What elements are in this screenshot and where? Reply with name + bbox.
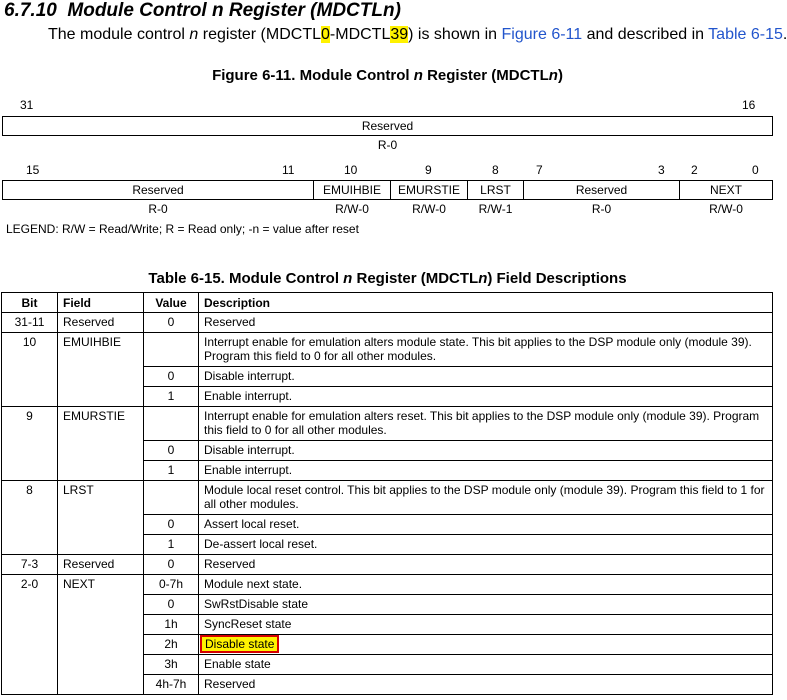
table-link[interactable]: Table 6-15 <box>708 26 783 43</box>
field-lrst: LRST <box>467 180 524 200</box>
bit-label: 2 <box>691 163 698 177</box>
legend: LEGEND: R/W = Read/Write; R = Read only; -n = value after reset <box>6 222 359 236</box>
figure-caption: Figure 6-11. Module Control n Register (MDCTLn) <box>212 67 563 84</box>
access-value: R/W-0 <box>412 202 446 216</box>
header-bit: Bit <box>2 293 58 313</box>
bit-label-16: 16 <box>742 98 756 112</box>
bit-label: 8 <box>492 163 499 177</box>
bit-label: 3 <box>658 163 665 177</box>
table-row: 0 Disable interrupt. <box>2 441 773 461</box>
access-reserved-upper: R-0 <box>377 138 398 152</box>
table-row: 4h-7h Reserved <box>2 675 773 695</box>
bit-label: 9 <box>425 163 432 177</box>
table-header-row <box>2 293 773 313</box>
table-row: 10 EMUIHBIE Interrupt enable for emulation alters module state. This bit applies to the DSP module only (module 39). Program this field to 0 for all other modules. <box>2 333 773 367</box>
field-reserved-15-11: Reserved <box>2 180 314 200</box>
header-description: Description <box>199 293 773 313</box>
field-reserved-7-3: Reserved <box>523 180 680 200</box>
figure-link[interactable]: Figure 6-11 <box>501 26 583 43</box>
highlight-39: 39 <box>390 26 409 43</box>
header-value: Value <box>144 293 199 313</box>
table-row: 1 De-assert local reset. <box>2 535 773 555</box>
access-value: R-0 <box>148 202 168 216</box>
access-value: R/W-0 <box>709 202 743 216</box>
table-row: 31-11 Reserved 0 Reserved <box>2 313 773 333</box>
section-heading: 6.7.10 Module Control n Register (MDCTLn) <box>4 0 401 21</box>
table-row: 0 SwRstDisable state <box>2 595 773 615</box>
table-row: 3h Enable state <box>2 655 773 675</box>
table-row: 8 LRST Module local reset control. This bit applies to the DSP module only (module 39). Program this field to 1 for all other modules. <box>2 481 773 515</box>
field-next: NEXT <box>679 180 773 200</box>
highlight-0: 0 <box>321 26 330 43</box>
field-emurstie: EMURSTIE <box>390 180 468 200</box>
bit-label: 11 <box>282 163 295 177</box>
header-field: Field <box>58 293 144 313</box>
bit-label: 0 <box>752 163 759 177</box>
access-value: R/W-1 <box>478 202 513 216</box>
bit-label: 10 <box>344 163 358 177</box>
table-row: 0 Assert local reset. <box>2 515 773 535</box>
bit-label: 7 <box>536 163 543 177</box>
highlighted-disable-state: Disable state <box>200 635 279 653</box>
table-row: 1 Enable interrupt. <box>2 461 773 481</box>
table-row: 2h Disable state <box>2 635 773 655</box>
bit-label-31: 31 <box>20 98 34 112</box>
table-row: 1h SyncReset state <box>2 615 773 635</box>
table-row: 7-3 Reserved 0 Reserved <box>2 555 773 575</box>
section-number: 6.7.10 <box>4 0 57 21</box>
table-row: 9 EMURSTIE Interrupt enable for emulation alters reset. This bit applies to the DSP module only (module 39). Program this field to 0 for all other modules. <box>2 407 773 441</box>
bit-label: 15 <box>26 163 40 177</box>
table-row: 2-0 NEXT 0-7h Module next state. <box>2 575 773 595</box>
table-caption: Table 6-15. Module Control n Register (MDCTLn) Field Descriptions <box>148 270 627 287</box>
field-reserved-upper: Reserved <box>2 116 773 136</box>
intro-paragraph: The module control n register (MDCTL0-MDCTL39) is shown in Figure 6-11 and described in Table 6-15. <box>48 26 787 43</box>
table-row: 0 Disable interrupt. <box>2 367 773 387</box>
access-value: R-0 <box>591 202 612 216</box>
field-emuihbie: EMUIHBIE <box>313 180 391 200</box>
table-row: 1 Enable interrupt. <box>2 387 773 407</box>
access-value: R/W-0 <box>335 202 369 216</box>
field-description-table <box>1 292 773 695</box>
